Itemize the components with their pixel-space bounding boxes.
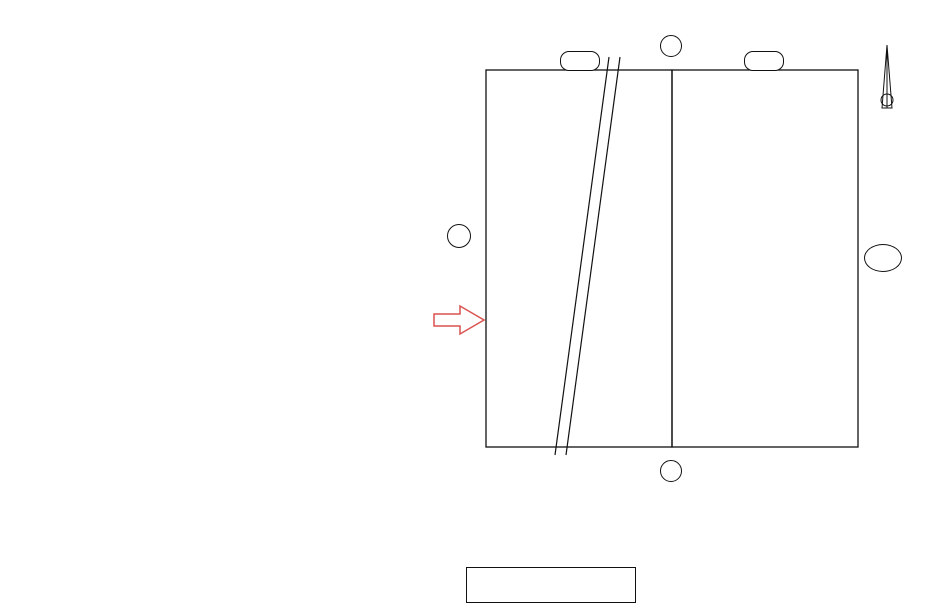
block-361 bbox=[560, 51, 600, 71]
adjacent-map-south bbox=[660, 460, 682, 482]
adjacent-map-west bbox=[447, 224, 471, 248]
block-362 bbox=[744, 51, 784, 71]
adjacent-book-east bbox=[864, 244, 902, 272]
adjacent-map-north bbox=[660, 35, 682, 57]
disclaimer-note bbox=[466, 567, 636, 603]
